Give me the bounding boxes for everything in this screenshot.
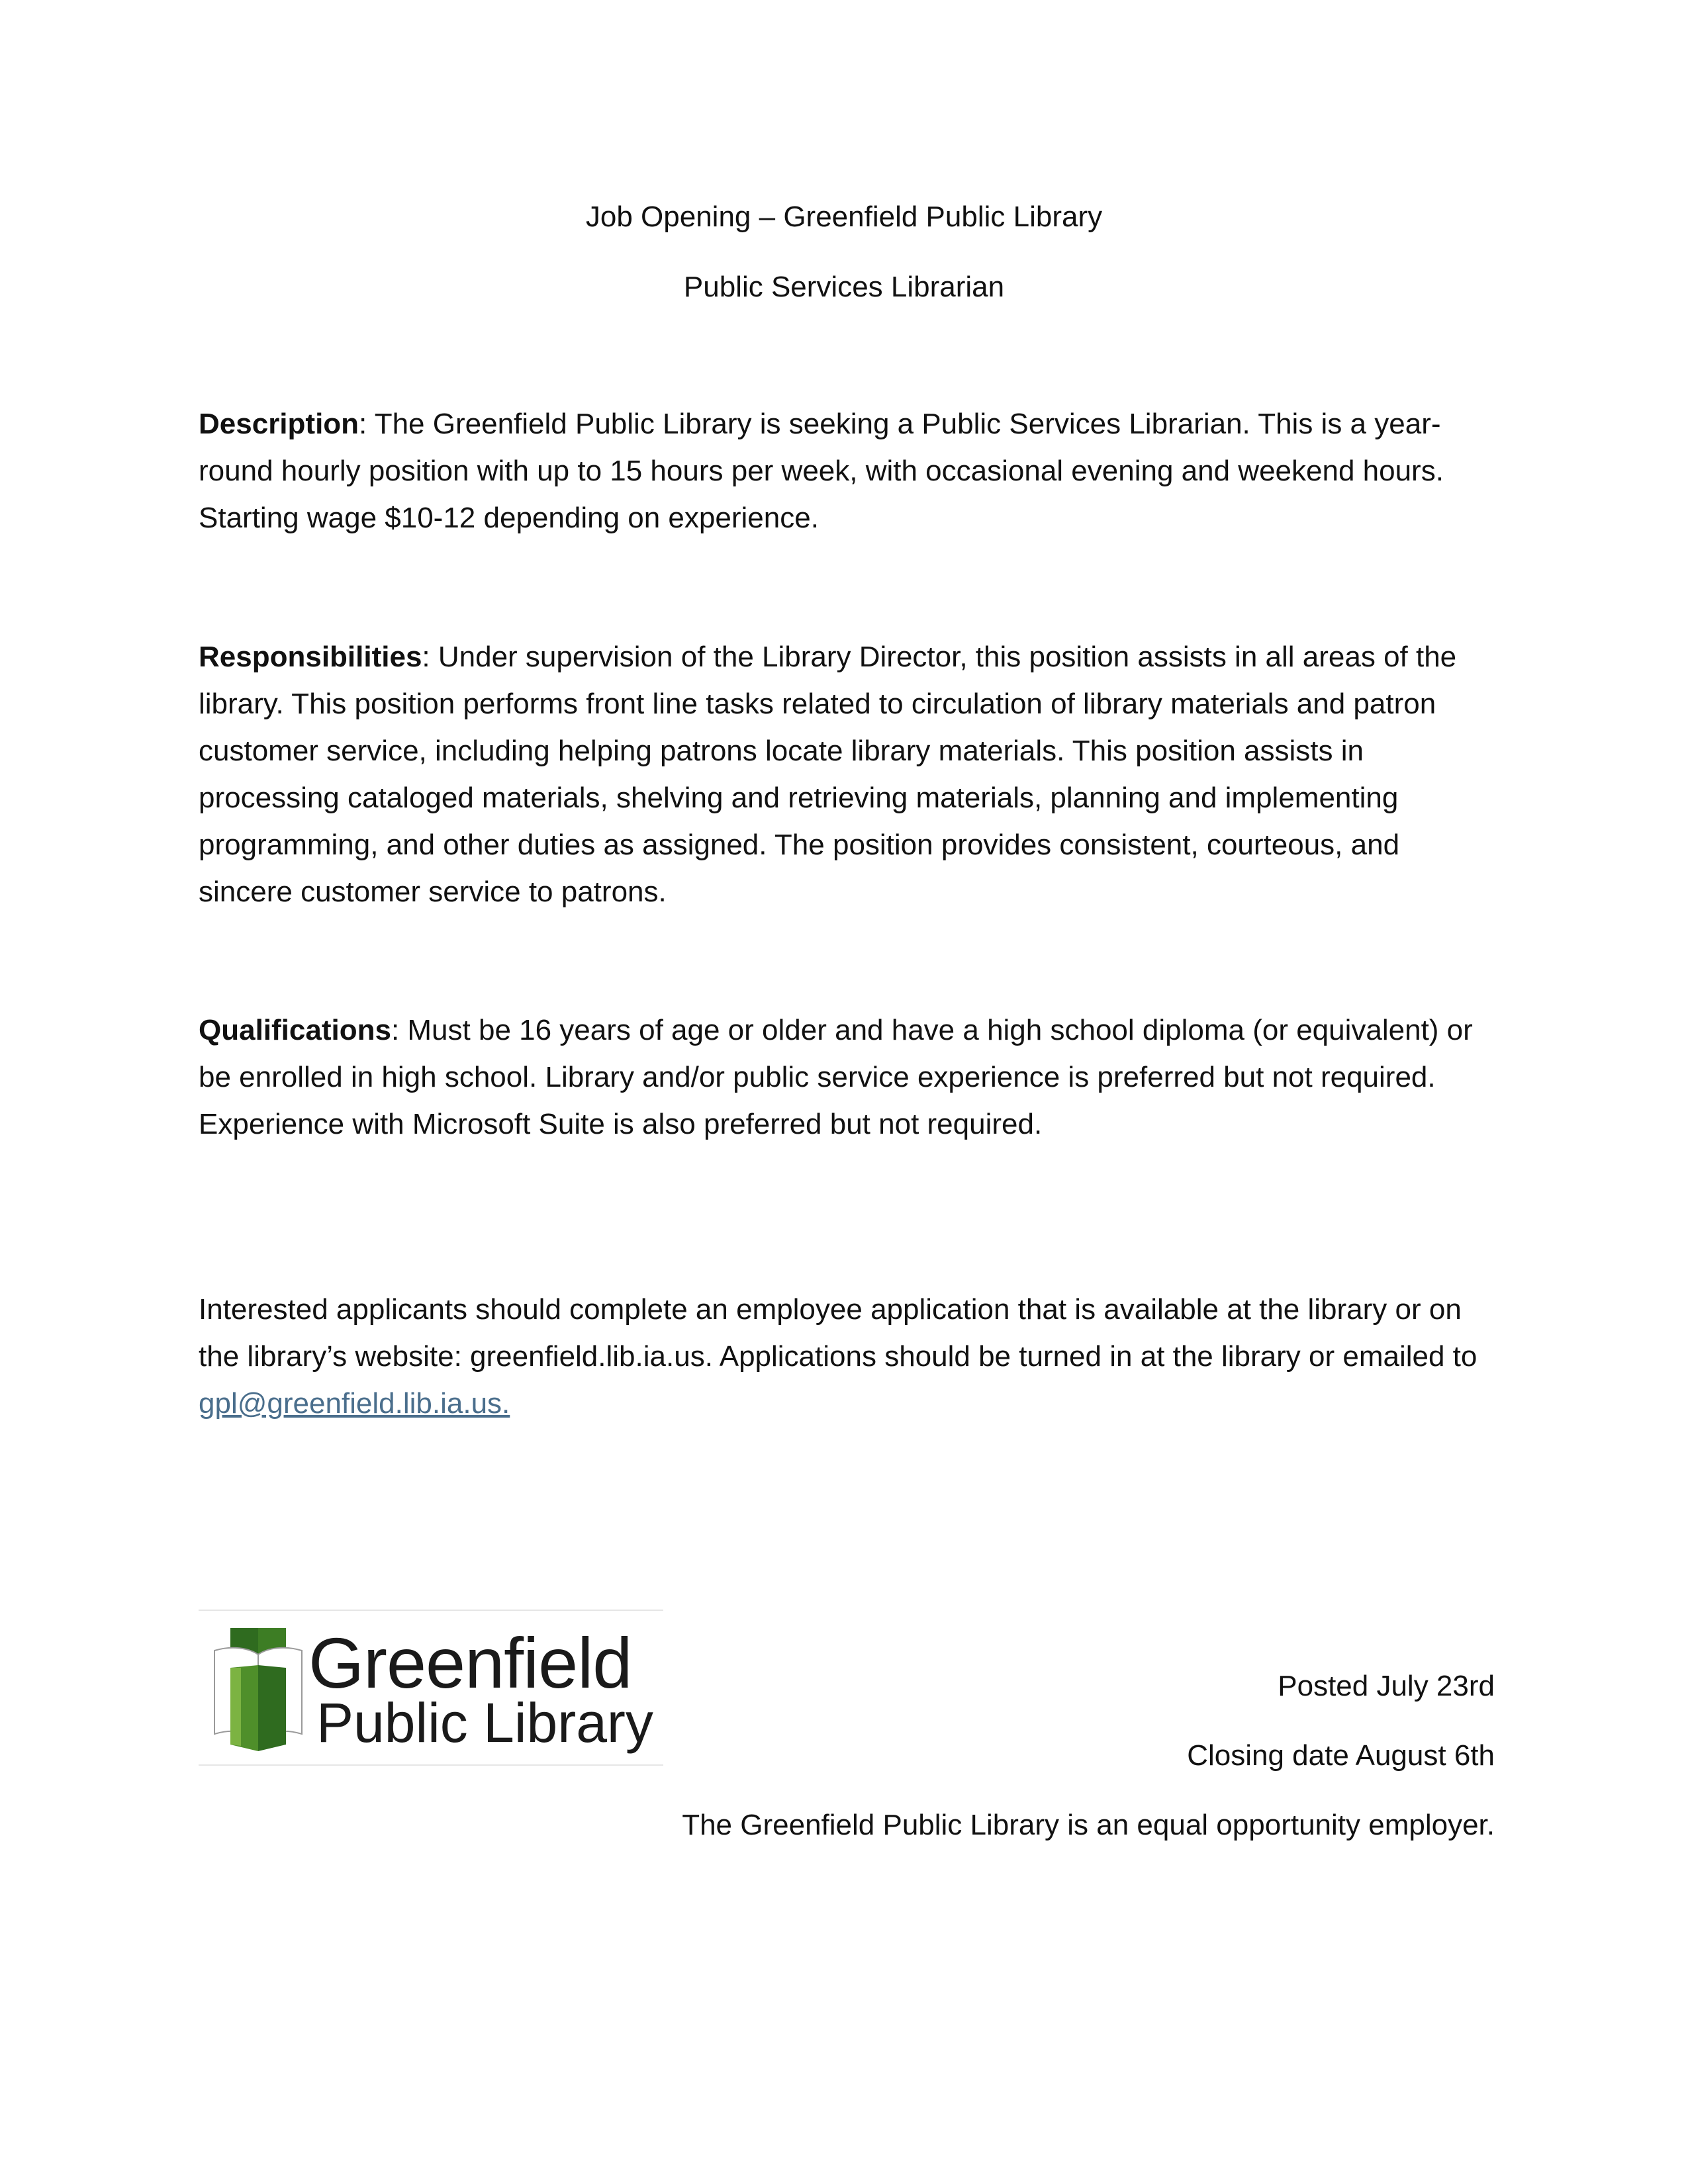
responsibilities-text: : Under supervision of the Library Director, this position assists in all areas of the library. This position performs front line tasks related to circulation of library materials and patron customer service, including helping patrons locate library materials. This position assists in processing cataloged materials, shelving and retrieving materials, planning and implementing programming, and other duties as assigned. The position provides consistent, courteous, and sincere customer service to patrons. [199,641,1457,908]
logo-name: Greenfield [308,1623,632,1703]
qualifications-text: : Must be 16 years of age or older and have a high school diploma (or equivalent) or be enrolled in high school. Library and/or public service experience is preferred but not required. Experience with Microsoft Suite is also preferred but not required. [199,1014,1473,1140]
closing-date: Closing date August 6th [1187,1739,1495,1772]
description-text: : The Greenfield Public Library is seeking a Public Services Librarian. This is a year-round hourly position with up to 15 hours per week, with occasional evening and weekend hours. Starting wage $10-12 depending on experience. [199,408,1444,534]
equal-opportunity-statement: The Greenfield Public Library is an equal opportunity employer. [682,1809,1495,1841]
qualifications-paragraph [199,1007,1496,1148]
posted-date: Posted July 23rd [1278,1670,1495,1702]
responsibilities-label: Responsibilities [199,641,422,673]
application-text: Interested applicants should complete an employee application that is available at the library or on the library’s website: greenfield.lib.ia.us. Applications should be turned in at the library or emailed to [199,1293,1477,1373]
email-link[interactable]: gpl@greenfield.lib.ia.us. [199,1387,510,1420]
application-paragraph [199,1286,1496,1427]
open-book-icon [212,1628,305,1751]
responsibilities-paragraph [199,633,1496,915]
description-label: Description [199,408,359,440]
library-logo [199,1610,663,1766]
logo-subtitle: Public Library [316,1692,653,1754]
description-paragraph [199,400,1496,541]
page-title: Job Opening – Greenfield Public Library [585,201,1103,233]
position-title: Public Services Librarian [683,271,1005,303]
qualifications-label: Qualifications [199,1014,391,1046]
